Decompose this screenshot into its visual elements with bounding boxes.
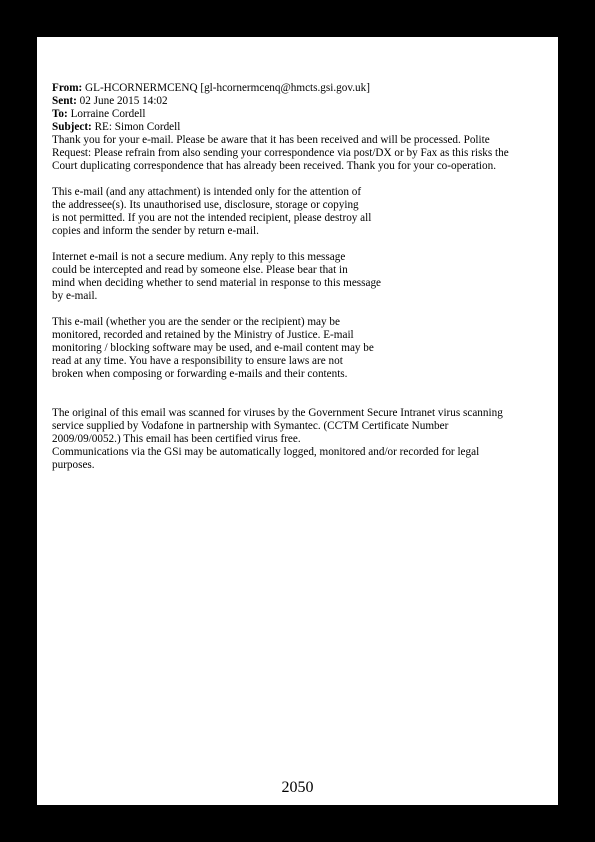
body-line: Thank you for your e-mail. Please be aware that it has been received and will be processed. Polite [52,134,490,146]
disclaimer-line: monitored, recorded and retained by the Ministry of Justice. E-mail [52,329,354,341]
scan-line: service supplied by Vodafone in partnership with Symantec. (CCTM Certificate Number [52,420,449,432]
to-line [52,108,552,121]
email-content [52,82,552,485]
body-line: Court duplicating correspondence that has already been received. Thank you for your co-operation. [52,160,497,172]
disclaimer-paragraph-2 [52,251,552,303]
subject-value: RE: Simon Cordell [94,121,181,133]
from-line [52,82,552,95]
sent-value: 02 June 2015 14:02 [79,95,168,107]
disclaimer-line: Internet e-mail is not a secure medium. Any reply to this message [52,251,346,263]
disclaimer-paragraph-1 [52,186,552,238]
disclaimer-line: the addressee(s). Its unauthorised use, disclosure, storage or copying [52,199,359,211]
subject-label: Subject: [52,121,92,133]
email-body [52,134,552,173]
scan-line: 2009/09/0052.) This email has been certified virus free. [52,433,301,445]
sent-line [52,95,552,108]
scan-line: purposes. [52,459,95,471]
disclaimer-line: by e-mail. [52,290,98,302]
disclaimer-line: This e-mail (whether you are the sender or the recipient) may be [52,316,340,328]
disclaimer-paragraph-3 [52,316,552,381]
to-label: To: [52,108,68,120]
subject-line [52,121,552,134]
disclaimer-line: monitoring / blocking software may be used, and e-mail content may be [52,342,374,354]
disclaimer-line: copies and inform the sender by return e-mail. [52,225,259,237]
page-number: 2050 [281,779,314,796]
disclaimer-line: could be intercepted and read by someone else. Please bear that in [52,264,348,276]
from-label: From: [52,82,83,94]
scan-line: The original of this email was scanned for viruses by the Government Secure Intranet virus scanning [52,407,503,419]
disclaimer-line: broken when composing or forwarding e-mails and their contents. [52,368,348,380]
disclaimer-line: This e-mail (and any attachment) is intended only for the attention of [52,186,362,198]
disclaimer-line: read at any time. You have a responsibility to ensure laws are not [52,355,343,367]
sent-label: Sent: [52,95,77,107]
disclaimer-line: is not permitted. If you are not the intended recipient, please destroy all [52,212,372,224]
to-value: Lorraine Cordell [70,108,146,120]
body-line: Request: Please refrain from also sending your correspondence via post/DX or by Fax as this risks the [52,147,509,159]
from-value: GL-HCORNERMCENQ [gl-hcornermcenq@hmcts.gsi.gov.uk] [85,82,370,94]
spacer [52,394,552,407]
disclaimer-line: mind when deciding whether to send material in response to this message [52,277,382,289]
document-page [37,37,558,805]
virus-scan-notice [52,407,552,472]
scan-line: Communications via the GSi may be automatically logged, monitored and/or recorded for legal [52,446,480,458]
